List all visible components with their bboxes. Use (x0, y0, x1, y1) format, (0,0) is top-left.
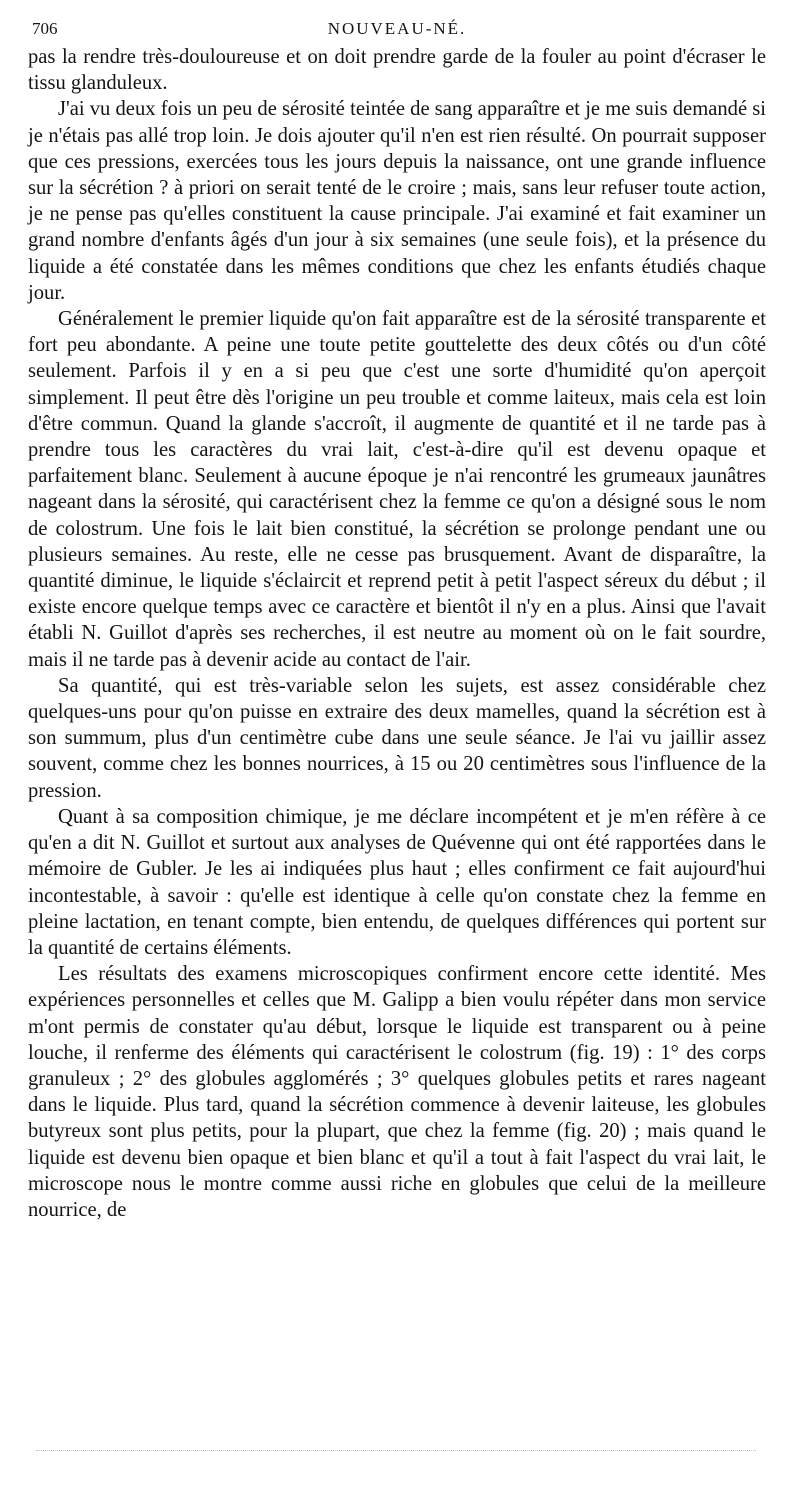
paragraph: Généralement le premier liquide qu'on fait apparaître est de la sérosité transparente et fort peu abondante. A peine une toute petite gouttelette des deux côtés ou d'un côté seulement. Parfois il y en a si peu que c'est une sorte d'humidité qu'on aperçoit simplement. Il peut être dès l'origine un peu trouble et comme laiteux, mais cela est loin d'être commun. Quand la glande s'accroît, il augmente de quantité et il ne tarde pas à prendre tous les caractères du vrai lait, c'est-à-dire qu'il est devenu opaque et parfaitement blanc. Seulement à aucune époque je n'ai rencontré les grumeaux jaunâtres nageant dans la sérosité, qui caractérisent chez la femme ce qu'on a désigné sous le nom de colostrum. Une fois le lait bien constitué, la sécrétion se prolonge pendant une ou plusieurs semaines. Au reste, elle ne cesse pas brusquement. Avant de disparaître, la quantité diminue, le liquide s'éclaircit et reprend petit à petit l'aspect séreux du début ; il existe encore quelque temps avec ce caractère et bientôt il n'y en a plus. Ainsi que l'avait établi N. Guillot d'après ses recherches, il est neutre au moment où on le fait sourdre, mais il ne tarde pas à devenir acide au contact de l'air. (28, 308, 766, 671)
body-text (28, 44, 766, 1223)
running-head (28, 14, 766, 44)
book-page (28, 14, 766, 1223)
page-number: 706 (32, 19, 58, 38)
paragraph: Sa quantité, qui est très-variable selon les sujets, est assez considérable chez quelques-uns pour qu'on puisse en extraire des deux mamelles, quand la sécrétion est à son summum, plus d'un centimètre cube dans une seule séance. Je l'ai vu jaillir assez souvent, comme chez les bonnes nourrices, à 15 ou 20 centimètres sous l'influence de la pression. (28, 674, 766, 802)
paragraph: Quant à sa composition chimique, je me déclare incompétent et je m'en réfère à ce qu'en a dit N. Guillot et surtout aux analyses de Quévenne qui ont été rapportées dans le mémoire de Gubler. Je les ai indiquées plus haut ; elles confirment ce fait aujourd'hui incontestable, à savoir : qu'elle est identique à celle qu'on constate chez la femme en pleine lactation, en tenant compte, bien entendu, de quelques différences qui portent sur la quantité de certains éléments. (28, 805, 766, 959)
page-bottom-rule (36, 1450, 756, 1451)
running-title: NOUVEAU-NÉ. (327, 19, 467, 38)
paragraph: J'ai vu deux fois un peu de sérosité teintée de sang apparaître et je me suis demandé si je n'étais pas allé trop loin. Je dois ajouter qu'il n'en est rien résulté. On pourrait supposer que ces pressions, exercées tous les jours depuis la naissance, ont une grande influence sur la sécrétion ? à priori on serait tenté de le croire ; mais, sans leur refuser toute action, je ne pense pas qu'elles constituent la cause principale. J'ai examiné et fait examiner un grand nombre d'enfants âgés d'un jour à six semaines (une seule fois), et la présence du liquide a été constatée dans les mêmes conditions que chez les enfants étudiés chaque jour. (28, 98, 766, 304)
paragraph-continuation: pas la rendre très-douloureuse et on doit prendre garde de la fouler au point d'écraser le tissu glanduleux. (28, 46, 766, 95)
paragraph: Les résultats des examens microscopiques confirment encore cette identité. Mes expériences personnelles et celles que M. Galipp a bien voulu répéter dans mon service m'ont permis de constater qu'au début, lorsque le liquide est transparent ou à peine louche, il renferme des éléments qui caractérisent le colostrum (fig. 19) : 1° des corps granuleux ; 2° des globules agglomérés ; 3° quelques globules petits et rares nageant dans le liquide. Plus tard, quand la sécrétion commence à devenir laiteuse, les globules butyreux sont plus petits, pour la plupart, que chez la femme (fig. 20) ; mais quand le liquide est devenu bien opaque et bien blanc et qu'il a tout à fait l'aspect du vrai lait, le microscope nous le montre comme aussi riche en globules que celui de la meilleure nourrice, de (28, 963, 766, 1221)
